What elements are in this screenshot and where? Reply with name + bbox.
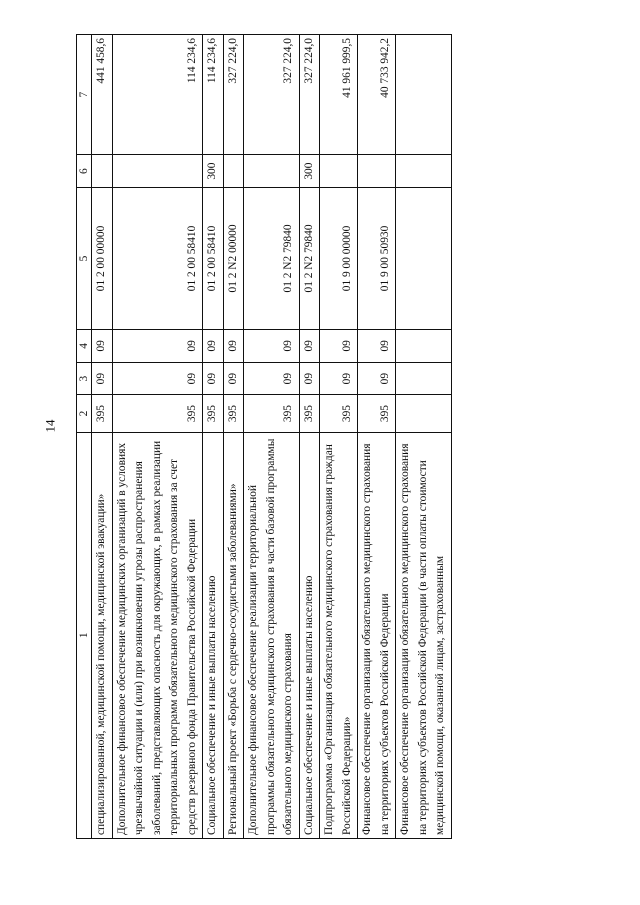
row-value-cell: 01 2 00 00000 [92, 187, 113, 329]
table-row [112, 35, 203, 839]
row-value-cell: 41 961 999,5 [320, 35, 358, 155]
row-value-cell: 09 [112, 362, 203, 395]
table-row [92, 35, 113, 839]
row-value-cell: 395 [92, 395, 113, 432]
table-row [358, 35, 396, 839]
row-name-cell: Социальное обеспечение и иные выплаты населению [203, 432, 224, 838]
row-value-cell: 327 224,0 [223, 35, 244, 155]
row-value-cell: 114 234,6 [203, 35, 224, 155]
row-value-cell: 09 [223, 362, 244, 395]
row-value-cell: 09 [92, 362, 113, 395]
header-cell: 3 [77, 362, 92, 395]
row-value-cell: 09 [203, 362, 224, 395]
row-value-cell [396, 35, 452, 155]
header-cell: 6 [77, 155, 92, 188]
row-name-cell: Финансовое обеспечение организации обязательного медицинского страхования на территориях субъектов Российской Федерации [358, 432, 396, 838]
row-value-cell: 395 [112, 395, 203, 432]
row-value-cell: 09 [244, 329, 300, 362]
row-value-cell: 01 9 00 50930 [358, 187, 396, 329]
row-value-cell: 09 [244, 362, 300, 395]
header-cell: 1 [77, 432, 92, 838]
table-row [320, 35, 358, 839]
row-value-cell [223, 155, 244, 188]
table-row [203, 35, 224, 839]
row-name-cell: Подпрограмма «Организация обязательного медицинского страхования граждан Российской Федерации» [320, 432, 358, 838]
row-value-cell: 09 [320, 329, 358, 362]
row-name-cell: Дополнительное финансовое обеспечение медицинских организаций в условиях чрезвычайной ситуации и (или) при возникновении угрозы распространения заболеваний, представляющих опасность для окружающих, в рамках реализации территориальных программ обязательного медицинского страхования за счет средств резервного фонда Правительства Российской Федерации [112, 432, 203, 838]
row-name-cell: Социальное обеспечение и иные выплаты населению [299, 432, 320, 838]
row-value-cell: 09 [299, 362, 320, 395]
table-row [244, 35, 300, 839]
row-name-cell: Дополнительное финансовое обеспечение реализации территориальной программы обязательного медицинского страхования в части базовой программы обязательного медицинского страхования [244, 432, 300, 838]
row-value-cell: 300 [299, 155, 320, 188]
row-value-cell: 09 [320, 362, 358, 395]
row-value-cell: 01 2 N2 79840 [244, 187, 300, 329]
row-value-cell: 01 9 00 00000 [320, 187, 358, 329]
header-cell: 7 [77, 35, 92, 155]
row-value-cell: 09 [358, 362, 396, 395]
row-value-cell [320, 155, 358, 188]
table-row [396, 35, 452, 839]
table-header-row [77, 35, 92, 839]
row-value-cell: 114 234,6 [112, 35, 203, 155]
row-value-cell: 01 2 00 58410 [112, 187, 203, 329]
page-number: 14 [42, 419, 58, 433]
row-value-cell [112, 155, 203, 188]
header-cell: 4 [77, 329, 92, 362]
row-value-cell: 09 [223, 329, 244, 362]
row-value-cell [92, 155, 113, 188]
row-name-cell: Финансовое обеспечение организации обязательного медицинского страхования на территориях субъектов Российской Федерации (в части оплаты стоимости медицинской помощи, оказанной лицам, застрахованным [396, 432, 452, 838]
rotated-page-content [76, 34, 586, 839]
row-value-cell [396, 395, 452, 432]
row-value-cell: 441 458,6 [92, 35, 113, 155]
row-value-cell: 395 [320, 395, 358, 432]
header-cell: 2 [77, 395, 92, 432]
row-name-cell: Региональный проект «Борьба с сердечно-сосудистыми заболеваниями» [223, 432, 244, 838]
row-value-cell: 09 [299, 329, 320, 362]
row-value-cell: 09 [92, 329, 113, 362]
row-value-cell: 01 2 00 58410 [203, 187, 224, 329]
row-value-cell: 395 [244, 395, 300, 432]
table-row [299, 35, 320, 839]
row-name-cell: специализированной, медицинской помощи, медицинской эвакуации» [92, 432, 113, 838]
row-value-cell: 40 733 942,2 [358, 35, 396, 155]
row-value-cell: 395 [358, 395, 396, 432]
row-value-cell: 09 [203, 329, 224, 362]
row-value-cell [244, 155, 300, 188]
budget-table [76, 34, 452, 839]
row-value-cell: 09 [112, 329, 203, 362]
table-row [223, 35, 244, 839]
row-value-cell: 01 2 N2 79840 [299, 187, 320, 329]
row-value-cell: 09 [358, 329, 396, 362]
row-value-cell: 395 [223, 395, 244, 432]
row-value-cell [358, 155, 396, 188]
row-value-cell: 395 [203, 395, 224, 432]
header-cell: 5 [77, 187, 92, 329]
row-value-cell [396, 362, 452, 395]
row-value-cell [396, 155, 452, 188]
row-value-cell: 327 224,0 [299, 35, 320, 155]
table-body [92, 35, 452, 839]
row-value-cell: 395 [299, 395, 320, 432]
row-value-cell [396, 329, 452, 362]
row-value-cell: 01 2 N2 00000 [223, 187, 244, 329]
row-value-cell: 327 224,0 [244, 35, 300, 155]
row-value-cell [396, 187, 452, 329]
row-value-cell: 300 [203, 155, 224, 188]
